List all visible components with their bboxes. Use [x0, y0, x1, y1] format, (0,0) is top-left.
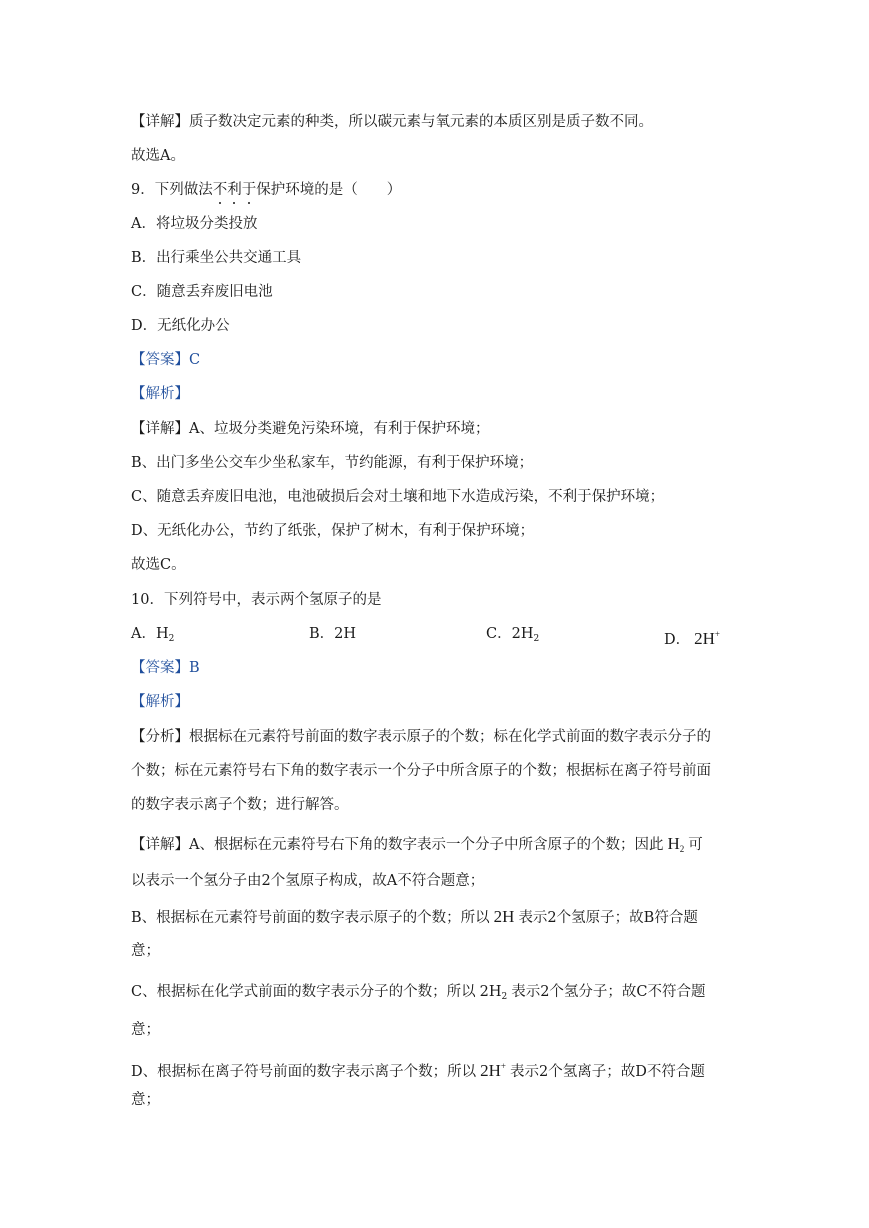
q10-option-c-formula: $2H_2$ — [511, 626, 540, 644]
q9-detail-c: C、随意丢弃废旧电池，电池破损后会对土壤和地下水造成污染，不利于保护环境； — [131, 489, 665, 505]
q10-analysis-line-2: 个数；标在元素符号右下角的数字表示一个分子中所含原子的个数；根据标在离子符号前面 — [131, 763, 711, 779]
q10-option-a-formula: $H_2$ — [155, 626, 175, 644]
q9-emph-3: 于 — [241, 182, 257, 198]
q10-option-d-formula: 2H+ — [694, 629, 720, 648]
q10-option-b-label: B． — [309, 626, 335, 642]
q8-choose: 故选A。 — [131, 148, 185, 164]
q10-detail-b-cont: 意； — [131, 943, 160, 959]
q10-detail-c: C、根据标在化学式前面的数字表示分子的个数；所以 $2H_2$ 表示2个氢分子；故C不符合题 — [131, 984, 706, 1002]
q9-answer — [131, 350, 200, 370]
q10-detail-b: B、根据标在元素符号前面的数字表示原子的个数；所以 2H 表示2个氢原子；故B符合题 — [131, 907, 698, 926]
q9-detail-a: 【详解】A、垃圾分类避免污染环境，有利于保护环境； — [131, 421, 490, 437]
formula-2h2: $2H_2$ — [479, 984, 508, 1002]
q10-detail-d: D、根据标在离子符号前面的数字表示离子个数；所以 2H+ 表示2个氢离子；故D不符合题 — [131, 1061, 705, 1080]
q9-stem-post: 保护环境的是（ ） — [256, 182, 402, 198]
q10-option-b — [309, 624, 356, 644]
q9-option-d: D．无纸化办公 — [131, 318, 230, 334]
q9-option-c: C．随意丢弃废旧电池 — [131, 284, 273, 300]
q10-option-c — [486, 624, 539, 649]
q9-answer-value: C — [189, 352, 201, 368]
q9-analysis-label: 【解析】 — [131, 386, 189, 402]
formula-h2: $H_2$ — [667, 834, 685, 854]
q10-option-a — [131, 624, 174, 649]
formula-2h-plus: 2H+ — [480, 1061, 506, 1080]
q8-detail: 【详解】质子数决定元素的种类，所以碳元素与氧元素的本质区别是质子数不同。 — [131, 114, 653, 130]
q10-analysis-line-3: 的数字表示离子个数；进行解答。 — [131, 797, 349, 813]
q9-detail-b: B、出门多坐公交车少坐私家车，节约能源，有利于保护环境； — [131, 455, 534, 471]
q10-analysis-line-1: 【分析】根据标在元素符号前面的数字表示原子的个数；标在化学式前面的数字表示分子的 — [131, 729, 711, 745]
q10-stem: 10．下列符号中，表示两个氢原子的是 — [131, 592, 382, 608]
q10-detail-c-cont: 意； — [131, 1022, 160, 1038]
q10-answer-value: B — [189, 660, 200, 676]
q9-stem-pre: 9．下列做法 — [131, 182, 213, 198]
q9-choose: 故选C。 — [131, 557, 186, 573]
q9-option-a: A．将垃圾分类投放 — [131, 216, 258, 232]
q10-option-a-label: A． — [131, 626, 156, 642]
q10-detail-a-cont: 以表示一个氢分子由2个氢原子构成，故A不符合题意； — [131, 873, 485, 889]
q9-detail-d: D、无纸化办公，节约了纸张，保护了树木，有利于保护环境； — [131, 523, 535, 539]
q10-option-d — [664, 624, 720, 650]
q10-option-c-label: C． — [486, 626, 512, 642]
q9-emph-2: 利 — [227, 182, 242, 198]
formula-2h: 2H — [493, 907, 515, 926]
q9-emph-1: 不 — [212, 182, 228, 198]
q9-answer-label: 【答案】 — [131, 352, 189, 368]
q10-option-d-label: D． — [664, 632, 691, 648]
q9-option-b: B．出行乘坐公共交通工具 — [131, 250, 302, 266]
q10-detail-a: 【详解】A、根据标在元素符号右下角的数字表示一个分子中所含原子的个数；因此 $H_2$ 可 — [131, 834, 703, 854]
q10-answer-label: 【答案】 — [131, 660, 189, 676]
q10-detail-d-cont: 意； — [131, 1092, 160, 1108]
q10-answer — [131, 658, 200, 678]
q9-stem — [131, 180, 401, 200]
q10-analysis-label: 【解析】 — [131, 694, 189, 710]
q10-option-b-formula: 2H — [334, 626, 357, 642]
